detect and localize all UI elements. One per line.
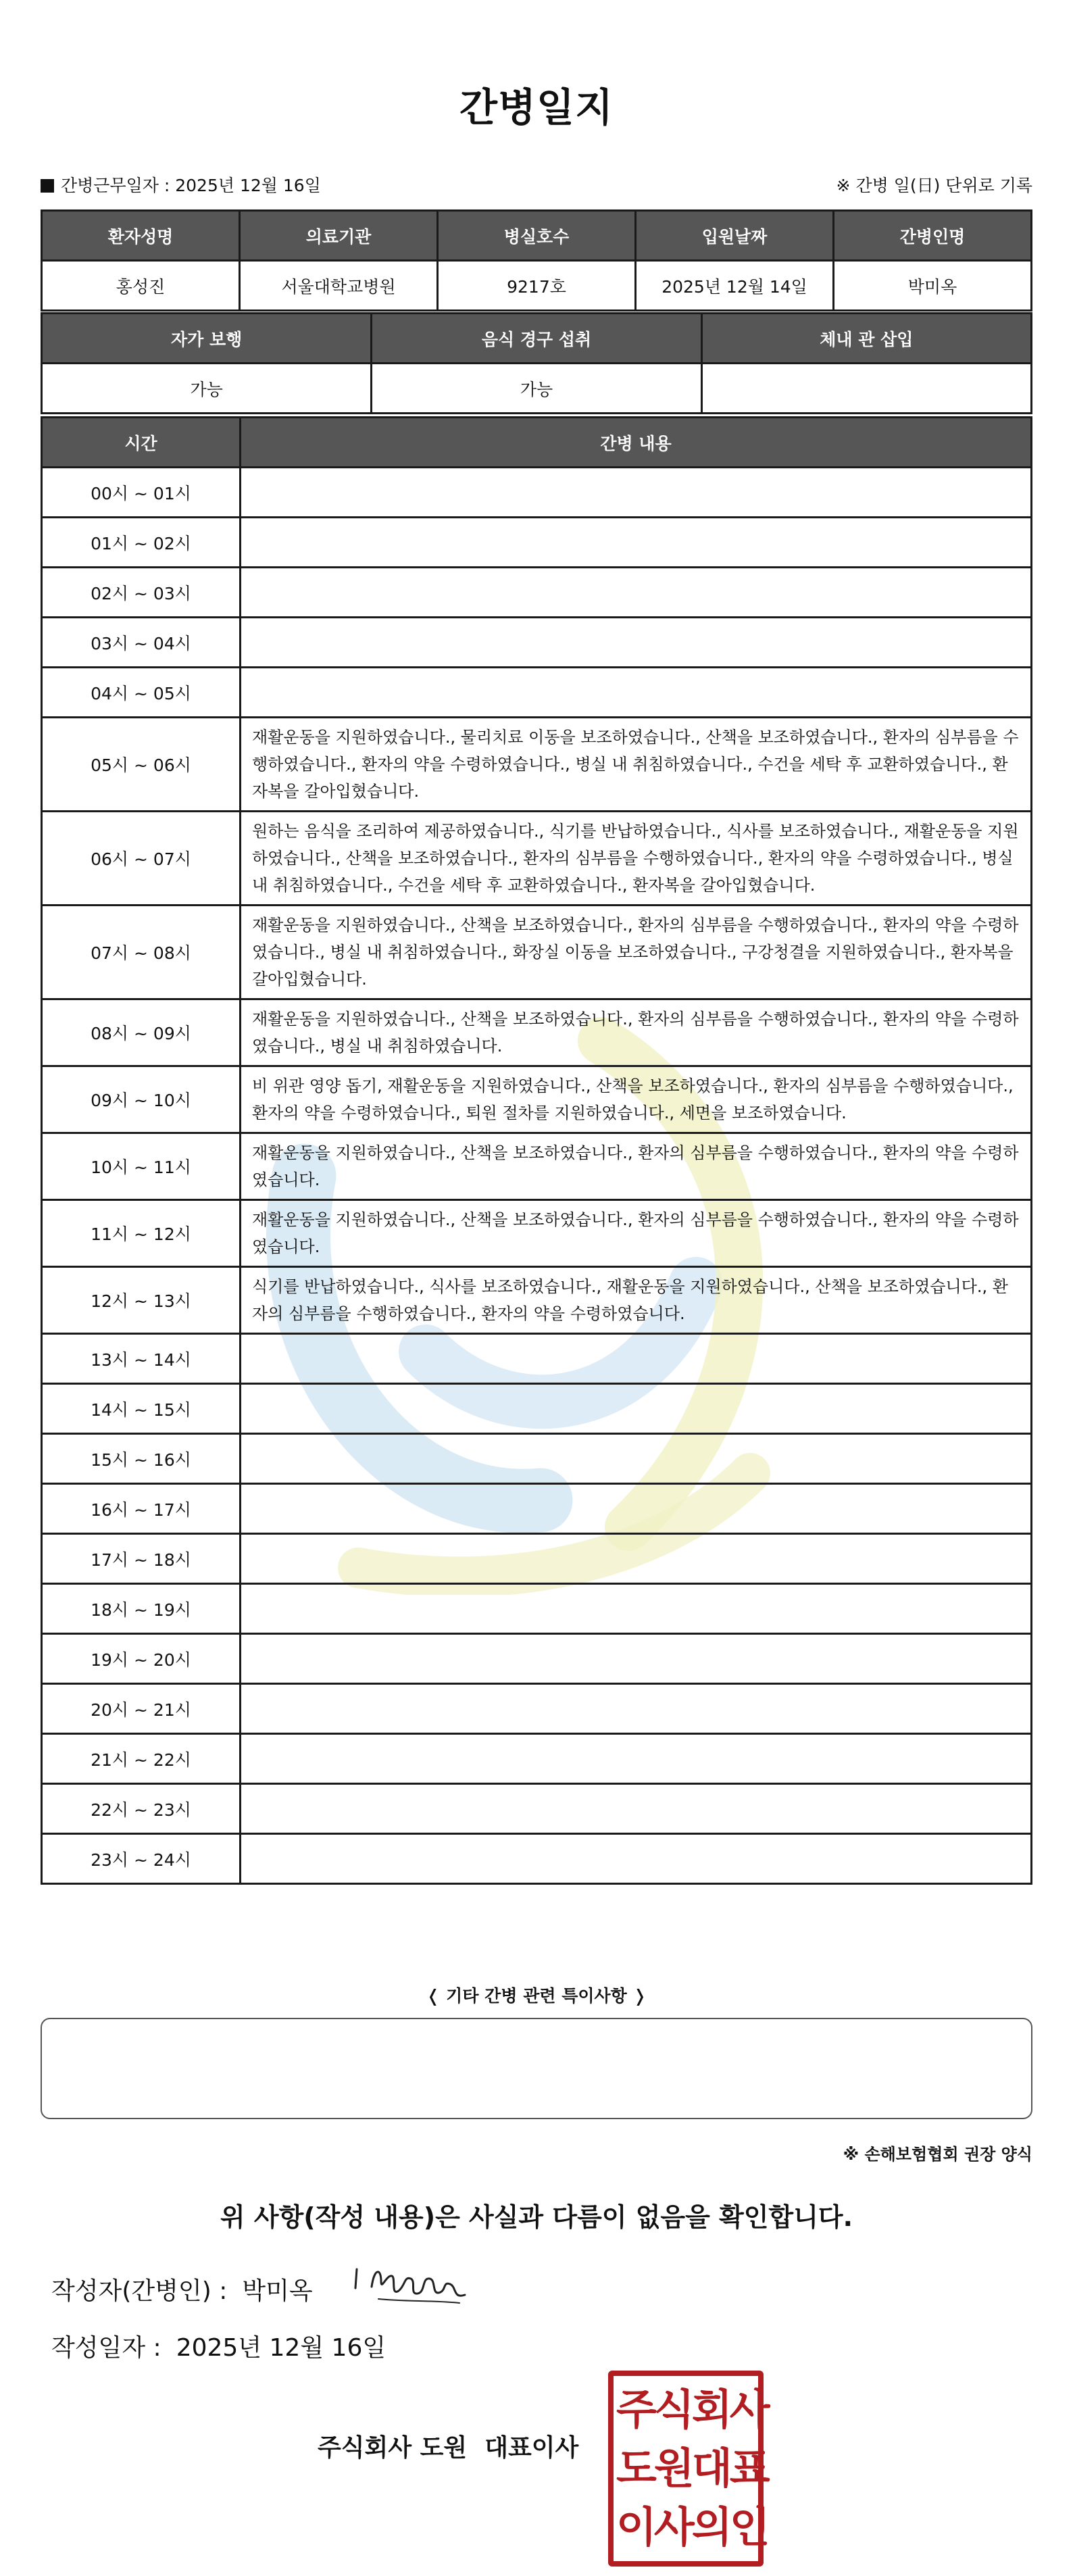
caregiver-name: 박미옥 (834, 261, 1032, 311)
table-row (42, 1634, 1032, 1684)
header-patient-name: 환자성명 (42, 211, 240, 261)
seal-row (616, 2384, 768, 2434)
time-slot: 17시 ~ 18시 (42, 1534, 241, 1584)
time-slot: 08시 ~ 09시 (42, 999, 241, 1066)
table-row (42, 518, 1032, 568)
table-row (42, 1684, 1032, 1734)
seal-char: 사 (653, 2502, 692, 2552)
care-content (241, 1734, 1032, 1784)
time-slot: 05시 ~ 06시 (42, 718, 241, 812)
care-content (241, 1484, 1032, 1534)
seal-char: 표 (729, 2443, 768, 2493)
care-content (241, 1334, 1032, 1384)
handwritten-signature-icon (351, 2261, 473, 2308)
table-row (42, 1066, 1032, 1133)
time-slot: 06시 ~ 07시 (42, 812, 241, 906)
care-content (241, 1584, 1032, 1634)
seal-char: 사 (729, 2384, 768, 2434)
written-date-value: 2025년 12월 16일 (176, 2334, 386, 2362)
table-row (42, 618, 1032, 668)
written-date-line (51, 2329, 386, 2363)
table-row (42, 999, 1032, 1066)
notes-label: ❬ 기타 간병 관련 특이사항 ❭ (426, 1986, 647, 2006)
seal-char: 이 (616, 2502, 654, 2552)
care-content: 재활운동을 지원하였습니다., 산책을 보조하였습니다., 환자의 심부름을 수행하였습니다., 환자의 약을 수령하였습니다., 병실 내 취침하였습니다. (241, 999, 1032, 1066)
patient-name: 홍성진 (42, 261, 240, 311)
header-caregiver-name: 간병인명 (834, 211, 1032, 261)
time-slot: 16시 ~ 17시 (42, 1484, 241, 1534)
care-content: 재활운동을 지원하였습니다., 산책을 보조하였습니다., 환자의 심부름을 수행하였습니다., 환자의 약을 수령하였습니다. (241, 1200, 1032, 1267)
writer-name: 박미옥 (242, 2277, 313, 2305)
time-slot: 11시 ~ 12시 (42, 1200, 241, 1267)
seal-char: 인 (729, 2502, 768, 2552)
writer-line (51, 2272, 313, 2306)
seal-char: 식 (653, 2384, 692, 2434)
header-hospital: 의료기관 (240, 211, 438, 261)
unit-note: ※ 간병 일(日) 단위로 기록 (836, 176, 1032, 195)
time-slot: 15시 ~ 16시 (42, 1434, 241, 1484)
care-content (241, 1534, 1032, 1584)
table-row (42, 1434, 1032, 1484)
care-content: 비 위관 영양 돕기, 재활운동을 지원하였습니다., 산책을 보조하였습니다., 환자의 심부름을 수행하였습니다., 환자의 약을 수령하였습니다., 퇴원 절차를 지원하였습니다., 세면을 보조하였습니다. (241, 1066, 1032, 1133)
time-slot: 20시 ~ 21시 (42, 1684, 241, 1734)
time-slot: 21시 ~ 22시 (42, 1734, 241, 1784)
time-slot: 03시 ~ 04시 (42, 618, 241, 668)
table-row (42, 1784, 1032, 1834)
care-content (241, 1634, 1032, 1684)
time-slot: 18시 ~ 19시 (42, 1584, 241, 1634)
table-row (42, 364, 1032, 414)
time-slot: 13시 ~ 14시 (42, 1334, 241, 1384)
square-bullet-icon (41, 179, 54, 193)
table-header-row (42, 314, 1032, 364)
care-log-table (41, 416, 1032, 1885)
time-slot: 01시 ~ 02시 (42, 518, 241, 568)
time-slot: 00시 ~ 01시 (42, 468, 241, 518)
care-log-body (42, 468, 1032, 1884)
seal-char: 주 (616, 2384, 654, 2434)
seal-char: 회 (691, 2384, 730, 2434)
seal-char: 원 (653, 2443, 692, 2493)
care-content (241, 1684, 1032, 1734)
header-admission-date: 입원날짜 (636, 211, 834, 261)
patient-status-table (41, 312, 1032, 414)
table-row (42, 261, 1032, 311)
care-content (241, 1834, 1032, 1884)
work-date (41, 172, 321, 197)
table-row (42, 668, 1032, 718)
care-content: 재활운동을 지원하였습니다., 산책을 보조하였습니다., 환자의 심부름을 수행하였습니다., 환자의 약을 수령하였습니다. (241, 1133, 1032, 1200)
seal-char: 대 (691, 2443, 730, 2493)
patient-info-table (41, 209, 1032, 312)
room-number: 9217호 (438, 261, 636, 311)
table-row (42, 568, 1032, 618)
care-content (241, 618, 1032, 668)
header-room: 병실호수 (438, 211, 636, 261)
care-content (241, 518, 1032, 568)
table-row (42, 718, 1032, 812)
seal-row (616, 2443, 768, 2493)
work-date-separator: : (164, 176, 170, 195)
care-content (241, 668, 1032, 718)
table-row (42, 1484, 1032, 1534)
tube-insertion-value (701, 364, 1031, 414)
time-slot: 22시 ~ 23시 (42, 1784, 241, 1834)
time-slot: 10시 ~ 11시 (42, 1133, 241, 1200)
table-row (42, 1334, 1032, 1384)
table-row (42, 1734, 1032, 1784)
care-content (241, 468, 1032, 518)
form-footnote: ※ 손해보험협회 권장 양식 (843, 2145, 1032, 2164)
admission-date: 2025년 12월 14일 (636, 261, 834, 311)
time-slot: 04시 ~ 05시 (42, 668, 241, 718)
care-content: 원하는 음식을 조리하여 제공하였습니다., 식기를 반납하였습니다., 식사를 보조하였습니다., 재활운동을 지원하였습니다., 산책을 보조하였습니다., 환자의 심부름을 수행하였습니다., 환자의 약을 수령하였습니다., 병실 내 취침하였습니다., 수건을 세탁 후 교환하였습니다., 환자복을 갈아입혔습니다. (241, 812, 1032, 906)
table-row (42, 906, 1032, 999)
time-slot: 09시 ~ 10시 (42, 1066, 241, 1133)
time-slot: 14시 ~ 15시 (42, 1384, 241, 1434)
table-row (42, 1267, 1032, 1334)
care-content (241, 568, 1032, 618)
oral-intake-value: 가능 (372, 364, 701, 414)
hospital-name: 서울대학교병원 (240, 261, 438, 311)
care-content (241, 1434, 1032, 1484)
table-row (42, 1834, 1032, 1884)
page-title: 간병일지 (459, 84, 614, 130)
table-row (42, 468, 1032, 518)
table-header-row (42, 418, 1032, 468)
header-oral-intake: 음식 경구 섭취 (372, 314, 701, 364)
header-care-content: 간병 내용 (241, 418, 1032, 468)
written-date-label: 작성일자 : (51, 2334, 161, 2362)
seal-row (616, 2502, 768, 2552)
table-row (42, 1584, 1032, 1634)
header-time: 시간 (42, 418, 241, 468)
table-header-row (42, 211, 1032, 261)
table-row (42, 1133, 1032, 1200)
self-walking-value: 가능 (42, 364, 372, 414)
time-slot: 07시 ~ 08시 (42, 906, 241, 999)
company-seal-stamp (608, 2371, 768, 2567)
table-row (42, 812, 1032, 906)
table-row (42, 1200, 1032, 1267)
care-content: 식기를 반납하였습니다., 식사를 보조하였습니다., 재활운동을 지원하였습니다., 산책을 보조하였습니다., 환자의 심부름을 수행하였습니다., 환자의 약을 수령하였습니다. (241, 1267, 1032, 1334)
work-date-value: 2025년 12월 16일 (175, 176, 321, 195)
company-name: 주식회사 도원 (318, 2434, 468, 2462)
seal-char: 도 (616, 2443, 654, 2493)
company-line (318, 2429, 578, 2463)
header-self-walking: 자가 보행 (42, 314, 372, 364)
care-content (241, 1384, 1032, 1434)
notes-box (41, 2018, 1032, 2119)
care-content: 재활운동을 지원하였습니다., 물리치료 이동을 보조하였습니다., 산책을 보조하였습니다., 환자의 심부름을 수행하였습니다., 환자의 약을 수령하였습니다., 병실 내 취침하였습니다., 수건을 세탁 후 교환하였습니다., 환자복을 갈아입혔습니다. (241, 718, 1032, 812)
confirmation-statement: 위 사항(작성 내용)은 사실과 다름이 없음을 확인합니다. (220, 2202, 853, 2232)
header-tube-insertion: 체내 관 삽입 (701, 314, 1031, 364)
care-content (241, 1784, 1032, 1834)
care-content: 재활운동을 지원하였습니다., 산책을 보조하였습니다., 환자의 심부름을 수행하였습니다., 환자의 약을 수령하였습니다., 병실 내 취침하였습니다., 화장실 이동을 보조하였습니다., 구강청결을 지원하였습니다., 환자복을 갈아입혔습니다. (241, 906, 1032, 999)
writer-label: 작성자(간병인) : (51, 2277, 228, 2305)
table-row (42, 1534, 1032, 1584)
ceo-title: 대표이사 (484, 2434, 579, 2462)
time-slot: 19시 ~ 20시 (42, 1634, 241, 1684)
table-row (42, 1384, 1032, 1434)
work-date-label: 간병근무일자 (61, 176, 159, 195)
time-slot: 12시 ~ 13시 (42, 1267, 241, 1334)
seal-char: 의 (691, 2502, 730, 2552)
time-slot: 02시 ~ 03시 (42, 568, 241, 618)
time-slot: 23시 ~ 24시 (42, 1834, 241, 1884)
